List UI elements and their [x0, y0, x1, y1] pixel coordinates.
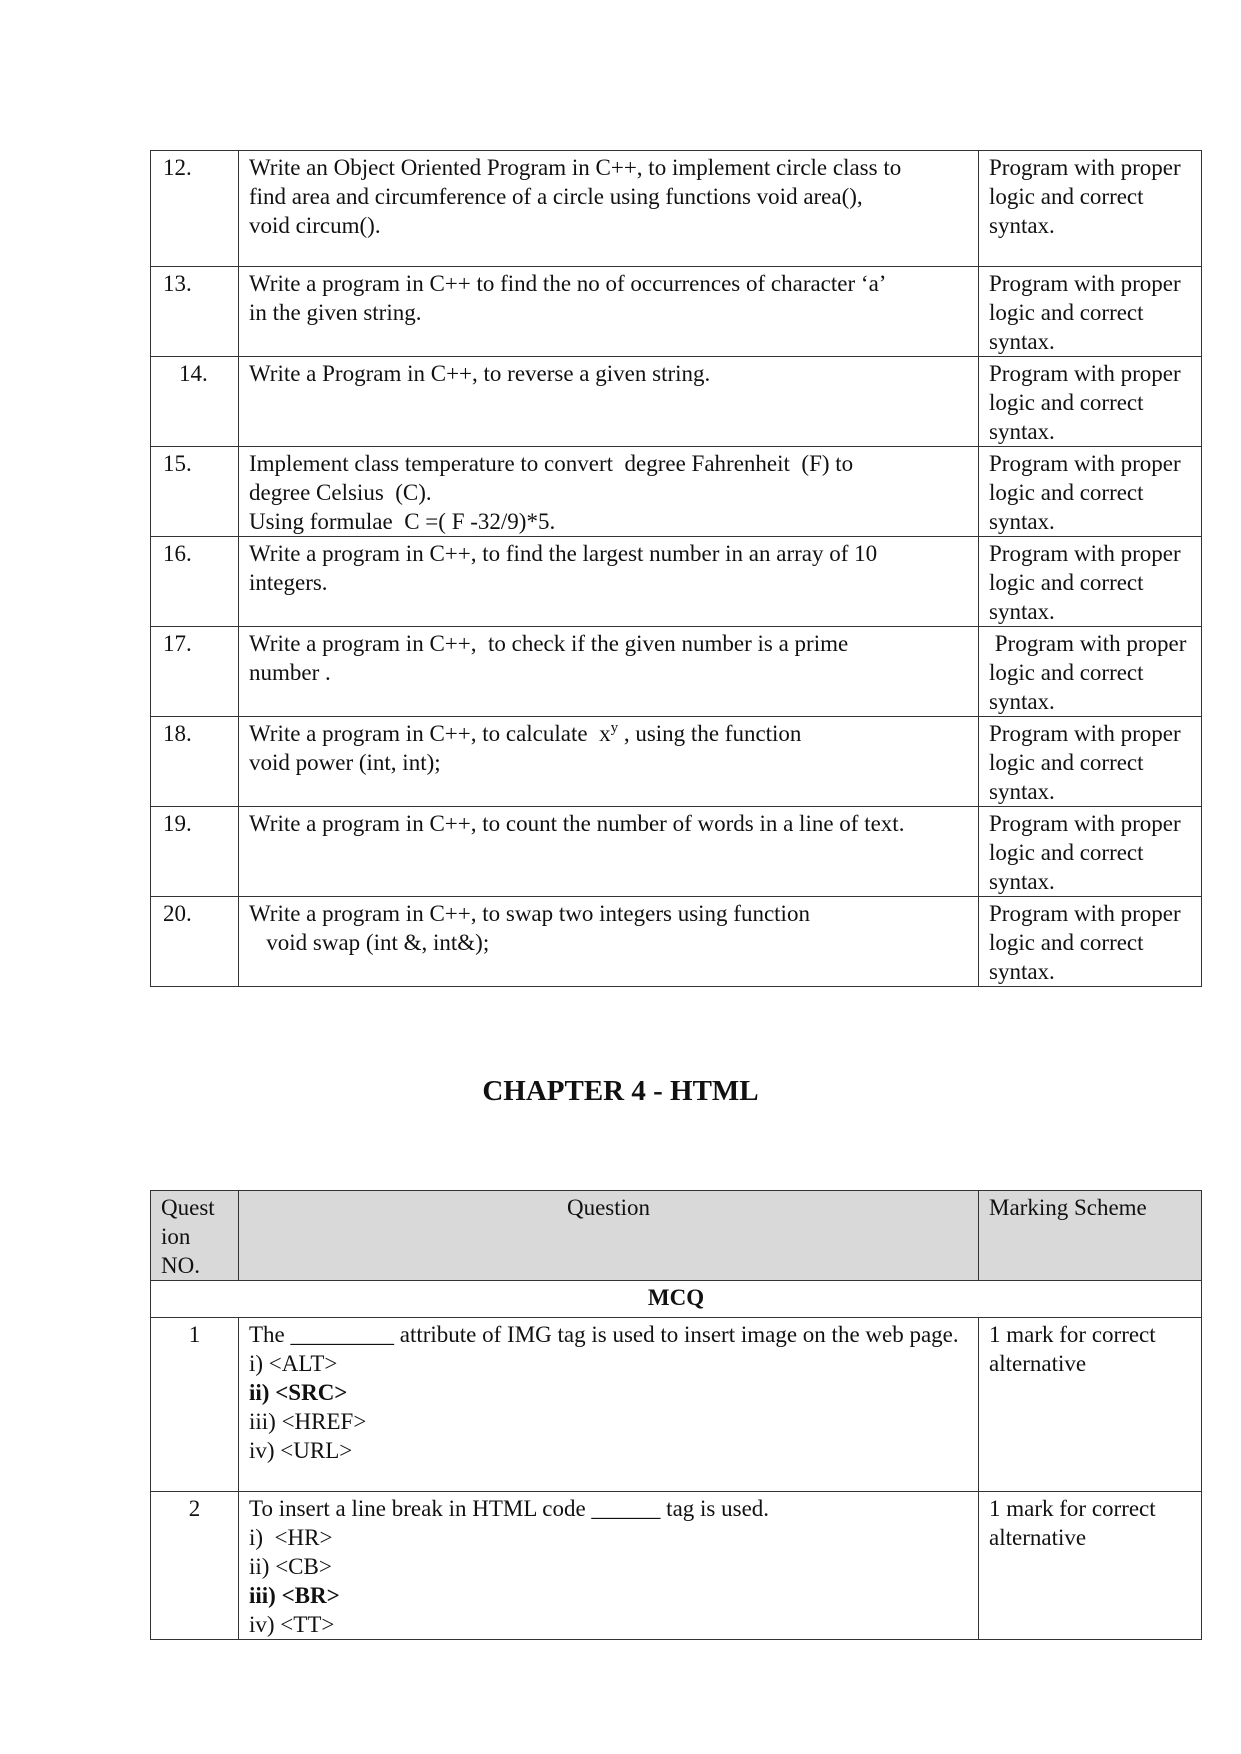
option-correct: iii) <BR>: [249, 1583, 340, 1608]
table-row: [151, 447, 1202, 537]
question-number: 2: [151, 1492, 239, 1640]
question-text: Write a program in C++, to count the number of words in a line of text.: [239, 807, 979, 897]
marking-scheme: Program with proper logic and correct syntax.: [979, 357, 1202, 447]
marking-scheme: Program with proper logic and correct syntax.: [979, 627, 1202, 717]
question-stem: The _________ attribute of IMG tag is used to insert image on the web page.: [249, 1322, 959, 1347]
table-row: [151, 267, 1202, 357]
question-text: Implement class temperature to convert degree Fahrenheit (F) to degree Celsius (C). Using formulae C =( F -32/9)*5.: [239, 447, 979, 537]
table-row: [151, 1492, 1202, 1640]
question-number: 13.: [151, 267, 239, 357]
table-header-row: [151, 1191, 1202, 1281]
marking-scheme: 1 mark for correct alternative: [979, 1318, 1202, 1492]
chapter-title: CHAPTER 4 - HTML: [482, 1075, 759, 1107]
section-label: MCQ: [151, 1281, 1202, 1318]
question-number: 19.: [151, 807, 239, 897]
question-number: 1: [151, 1318, 239, 1492]
marking-scheme: Program with proper logic and correct syntax.: [979, 807, 1202, 897]
table-row: [151, 357, 1202, 447]
option: ii) <CB>: [249, 1554, 332, 1579]
question-text: Write an Object Oriented Program in C++, to implement circle class to find area and circumference of a circle using functions void area(), void circum().: [239, 151, 979, 267]
marking-scheme: Program with proper logic and correct syntax.: [979, 717, 1202, 807]
table-row: [151, 151, 1202, 267]
question-number: 17.: [151, 627, 239, 717]
marking-scheme: Program with proper logic and correct syntax.: [979, 267, 1202, 357]
question-text: [239, 1318, 979, 1492]
marking-scheme: Program with proper logic and correct syntax.: [979, 897, 1202, 987]
question-number: 12.: [151, 151, 239, 267]
option: i) <ALT>: [249, 1351, 338, 1376]
table-row: [151, 537, 1202, 627]
superscript-exponent: y: [610, 720, 619, 736]
header-marking-scheme: Marking Scheme: [979, 1191, 1202, 1281]
header-question-number: Quest ion NO.: [151, 1191, 239, 1281]
question-text: Write a program in C++ to find the no of occurrences of character ‘a’ in the given string.: [239, 267, 979, 357]
option: iii) <HREF>: [249, 1409, 367, 1434]
option: i) <HR>: [249, 1525, 333, 1550]
question-text: Write a program in C++, to find the largest number in an array of 10 integers.: [239, 537, 979, 627]
table-row: [151, 897, 1202, 987]
mcq-table: [150, 1190, 1202, 1640]
table-row: [151, 717, 1202, 807]
question-number: 16.: [151, 537, 239, 627]
marking-scheme: 1 mark for correct alternative: [979, 1492, 1202, 1640]
question-number: 20.: [151, 897, 239, 987]
question-text: Write a Program in C++, to reverse a given string.: [239, 357, 979, 447]
table-row: [151, 807, 1202, 897]
question-number: 18.: [151, 717, 239, 807]
option: iv) <TT>: [249, 1612, 335, 1637]
header-question: Question: [239, 1191, 979, 1281]
table-row: [151, 627, 1202, 717]
option: iv) <URL>: [249, 1438, 353, 1463]
marking-scheme: Program with proper logic and correct syntax.: [979, 151, 1202, 267]
section-row: [151, 1281, 1202, 1318]
question-text: Write a program in C++, to calculate $x^y$ , using the function void power (int, int);: [239, 717, 979, 807]
marking-scheme: Program with proper logic and correct syntax.: [979, 447, 1202, 537]
table-row: [151, 1318, 1202, 1492]
question-text: Write a program in C++, to check if the given number is a prime number .: [239, 627, 979, 717]
question-number: 15.: [151, 447, 239, 537]
question-text: Write a program in C++, to swap two integers using function void swap (int &, int&);: [239, 897, 979, 987]
programs-table: [150, 150, 1202, 987]
question-stem: To insert a line break in HTML code ______ tag is used.: [249, 1496, 770, 1521]
question-text: [239, 1492, 979, 1640]
option-correct: ii) <SRC>: [249, 1380, 348, 1405]
marking-scheme: Program with proper logic and correct syntax.: [979, 537, 1202, 627]
question-number: 14.: [151, 357, 239, 447]
